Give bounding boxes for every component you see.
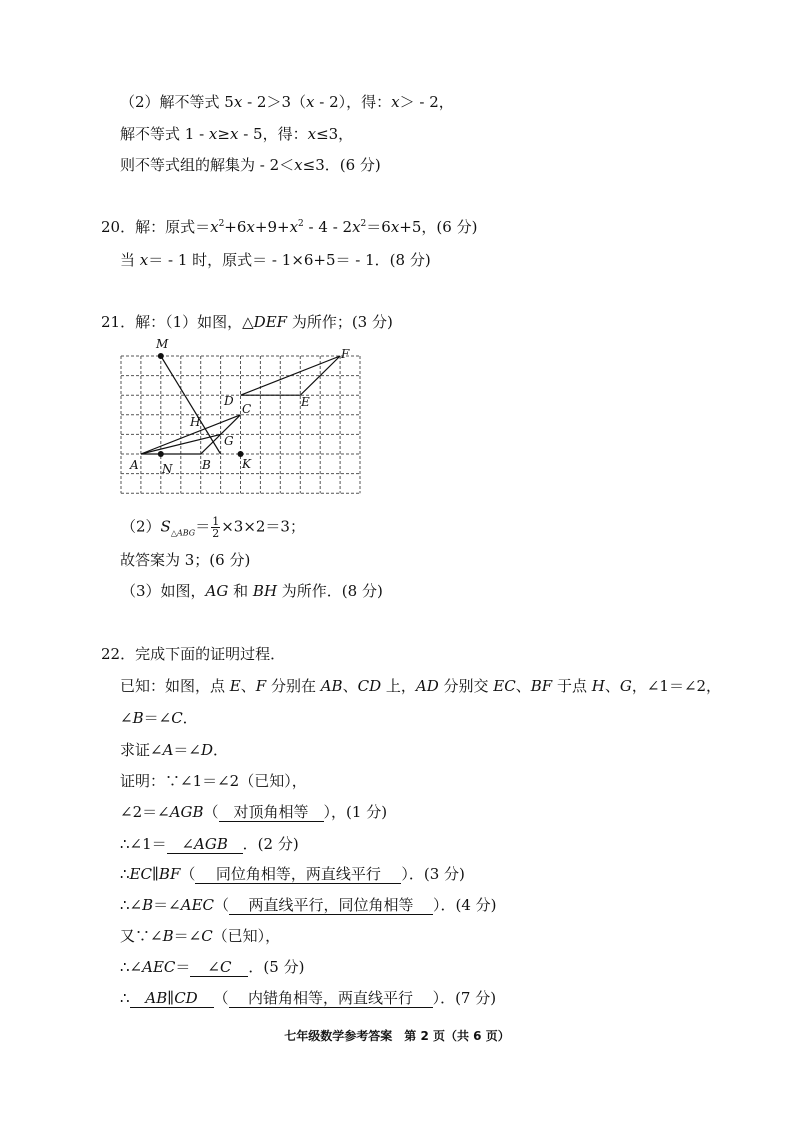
grid-figure <box>118 334 368 500</box>
answer-blank-6: AB∥CD <box>130 989 214 1008</box>
answer-blank-2: ∠AGB <box>167 835 243 854</box>
triangle-def <box>241 356 341 395</box>
point-n <box>158 451 164 457</box>
q20-line1: 20．解：原式$=x^2+6x+9+x^2 - 4 - 2x^2=6x+5$，(6 分) <box>101 218 478 236</box>
q22-step1: 证明：∵∠1＝∠2（已知）， <box>120 772 307 790</box>
label-f: F <box>341 347 350 361</box>
footer-page-number: 第 2 页（共 6 页） <box>404 1029 510 1043</box>
dashed-grid <box>121 356 360 493</box>
point-m <box>158 353 164 359</box>
label-k: K <box>242 457 251 471</box>
q21-line3: 故答案为 3；(6 分) <box>120 551 251 569</box>
segment-mb <box>161 356 221 454</box>
answer-blank-4: 两直线平行，同位角相等 <box>229 896 433 915</box>
page-footer <box>0 1027 794 1044</box>
q21-line2: $(2)S_{\triangle ABG}=$ $\frac{1}{2}$ ×3×2＝3； <box>121 515 305 540</box>
q22-step8: ∴ AB∥CD （ 内错角相等，两直线平行 ）．(7 分) <box>120 989 497 1007</box>
label-n: N <box>162 462 173 476</box>
q22-given: 已知：如图，点 E、F 分别在 AB、CD 上，AD 分别交 EC、BF 于点 H、G，∠1＝∠2， <box>120 677 722 695</box>
label-m: M <box>156 337 169 351</box>
label-d: D <box>224 394 234 408</box>
q22-step7: ∴∠AEC＝ ∠C ．(5 分) <box>120 958 305 976</box>
q22-step2: ∠2＝∠AGB（ 对顶角相等 ），(1 分) <box>120 803 388 821</box>
q22-given-2: ∠B＝∠C． <box>120 709 198 727</box>
label-a: A <box>130 458 139 472</box>
q21-line4: （3）如图，AG 和 BH 为所作．(8 分) <box>121 582 383 600</box>
label-h: H <box>190 415 201 429</box>
label-e: E <box>301 395 310 409</box>
q19-line3: 则不等式组的解集为 - 2＜x≤3．(6 分) <box>120 156 381 174</box>
footer-title: 七年级数学参考答案 <box>284 1029 393 1043</box>
answer-blank-3: 同位角相等，两直线平行 <box>195 865 401 884</box>
q22-step6: 又∵∠B＝∠C（已知）， <box>120 927 281 945</box>
q19-line1: （2）解不等式 5x - 2＞3（x - 2），得：x＞ - 2， <box>120 93 454 111</box>
answer-blank-1: 对顶角相等 <box>219 803 324 822</box>
q22-prove: 求证∠A＝∠D． <box>120 741 229 759</box>
label-c: C <box>242 402 252 416</box>
q22-step4: ∴EC∥BF（ 同位角相等，两直线平行 ）．(3 分) <box>120 865 465 883</box>
q20-line2: 当 x＝ - 1 时，原式＝ - 1×6+5＝ - 1．(8 分) <box>120 251 431 269</box>
fraction-half: $\frac{1}{2}$ <box>212 515 220 540</box>
q21-line1: 21．解：（1）如图，△DEF 为所作；(3 分) <box>101 313 393 331</box>
q22-step3: ∴∠1＝ ∠AGB ．(2 分) <box>120 835 299 853</box>
q22-title: 22．完成下面的证明过程． <box>101 645 286 663</box>
label-g: G <box>224 434 234 448</box>
answer-blank-5: ∠C <box>190 958 248 977</box>
label-b: B <box>202 458 211 472</box>
answer-blank-7: 内错角相等，两直线平行 <box>229 989 433 1008</box>
q22-step5: ∴∠B＝∠AEC（ 两直线平行，同位角相等 ）．(4 分) <box>120 896 497 914</box>
q19-line2: 解不等式 1 - x≥x - 5，得：x≤3， <box>120 125 354 143</box>
